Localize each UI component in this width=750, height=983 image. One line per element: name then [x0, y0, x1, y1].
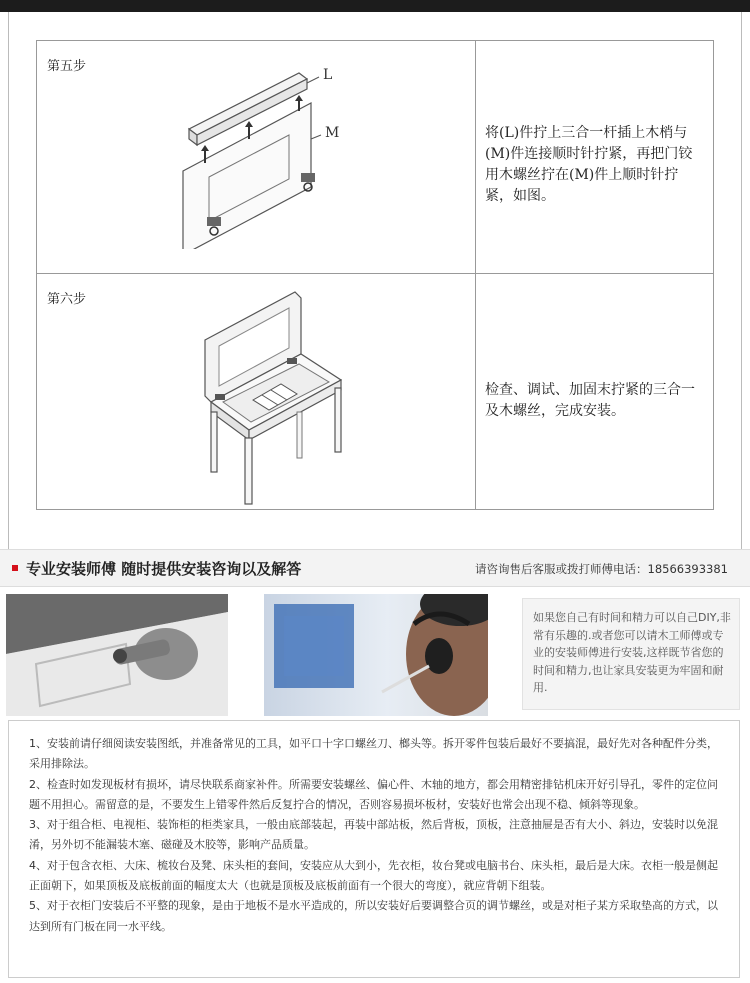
step-five-label: 第五步 [47, 59, 87, 74]
hand-screwdriver-photo [6, 594, 228, 716]
step-six-illustration [201, 284, 351, 509]
install-service-banner [0, 549, 750, 587]
top-dark-bar [0, 0, 750, 12]
contact-phone: 请咨询售后客服或拨打师傅电话：18566393381 [475, 562, 728, 576]
note-item: 5、对于衣柜门安装后不平整的现象，是由于地板不是水平造成的，所以安装好后要调整合页的调节螺丝，或是对柜子某方采取垫高的方式，以达到所有门板在同一水平线。 [29, 899, 718, 933]
step-five-row [37, 41, 713, 274]
part-label-m: M [325, 125, 340, 141]
step-five-illustration [167, 59, 357, 249]
note-item: 4、对于包含衣柜、大床、梳妆台及凳、床头柜的套间，安装应从大到小，先衣柜，妆台凳或电脑书台、床头柜，最后是大床。衣柜一般是侧起正面朝下，如果顶板及底板前面的幅度太大（也就是顶板及底板前面有一个很大的弯度），就应背朝下组装。 [29, 858, 718, 893]
note-item: 3、对于组合柜、电视柜、装饰柜的柜类家具，一般由底部装起，再装中部站板，然后背板，顶板，注意抽屉是否有大小、斜边，安装时以免混淆，另外切不能漏装木塞、磁碰及木胶等，影响产品质量。 [29, 818, 718, 852]
step-six-description: 检查、调试、加固末拧紧的三合一及木螺丝，完成安装。 [485, 382, 695, 419]
headset-agent-photo [264, 594, 488, 716]
step-six-row [37, 274, 713, 509]
installation-notes [8, 720, 740, 978]
diy-info-box: 如果您自己有时间和精力可以自己DIY,非常有乐趣的.或者您可以请木工师傅或专业的安装师傅进行安装,这样既节省您的时间和精力,也让家具安装更为牢固和耐用. [522, 598, 740, 710]
step-six-label: 第六步 [47, 292, 87, 307]
red-square-icon [12, 565, 18, 571]
part-label-l: L [323, 67, 333, 83]
steps-table [36, 40, 714, 510]
note-item: 2、检查时如发现板材有损坏，请尽快联系商家补件。所需要安装螺丝、偏心件、木轴的地方，都会用精密排钻机床开好引导孔，零件的定位问题不用担心。需留意的是，不要发生上错零件然后反复拧合的情况，否则容易损坏板材，安装好也常会出现不稳、倾斜等现象。 [29, 777, 718, 811]
banner-title: 专业安装师傅 随时提供安装咨询以及解答 [26, 560, 302, 578]
step-five-description: 将(L)件拧上三合一杆插上木梢与(M)件连接顺时针拧紧，再把门铰用木螺丝拧在(M)件上顺时针拧紧，如图。 [485, 125, 693, 204]
note-item: 1、安装前请仔细阅读安装图纸，并准备常见的工具，如平口十字口螺丝刀、榔头等。拆开零件包装后最好不要搞混，最好先对各种配件分类，采用排除法。 [29, 737, 718, 771]
